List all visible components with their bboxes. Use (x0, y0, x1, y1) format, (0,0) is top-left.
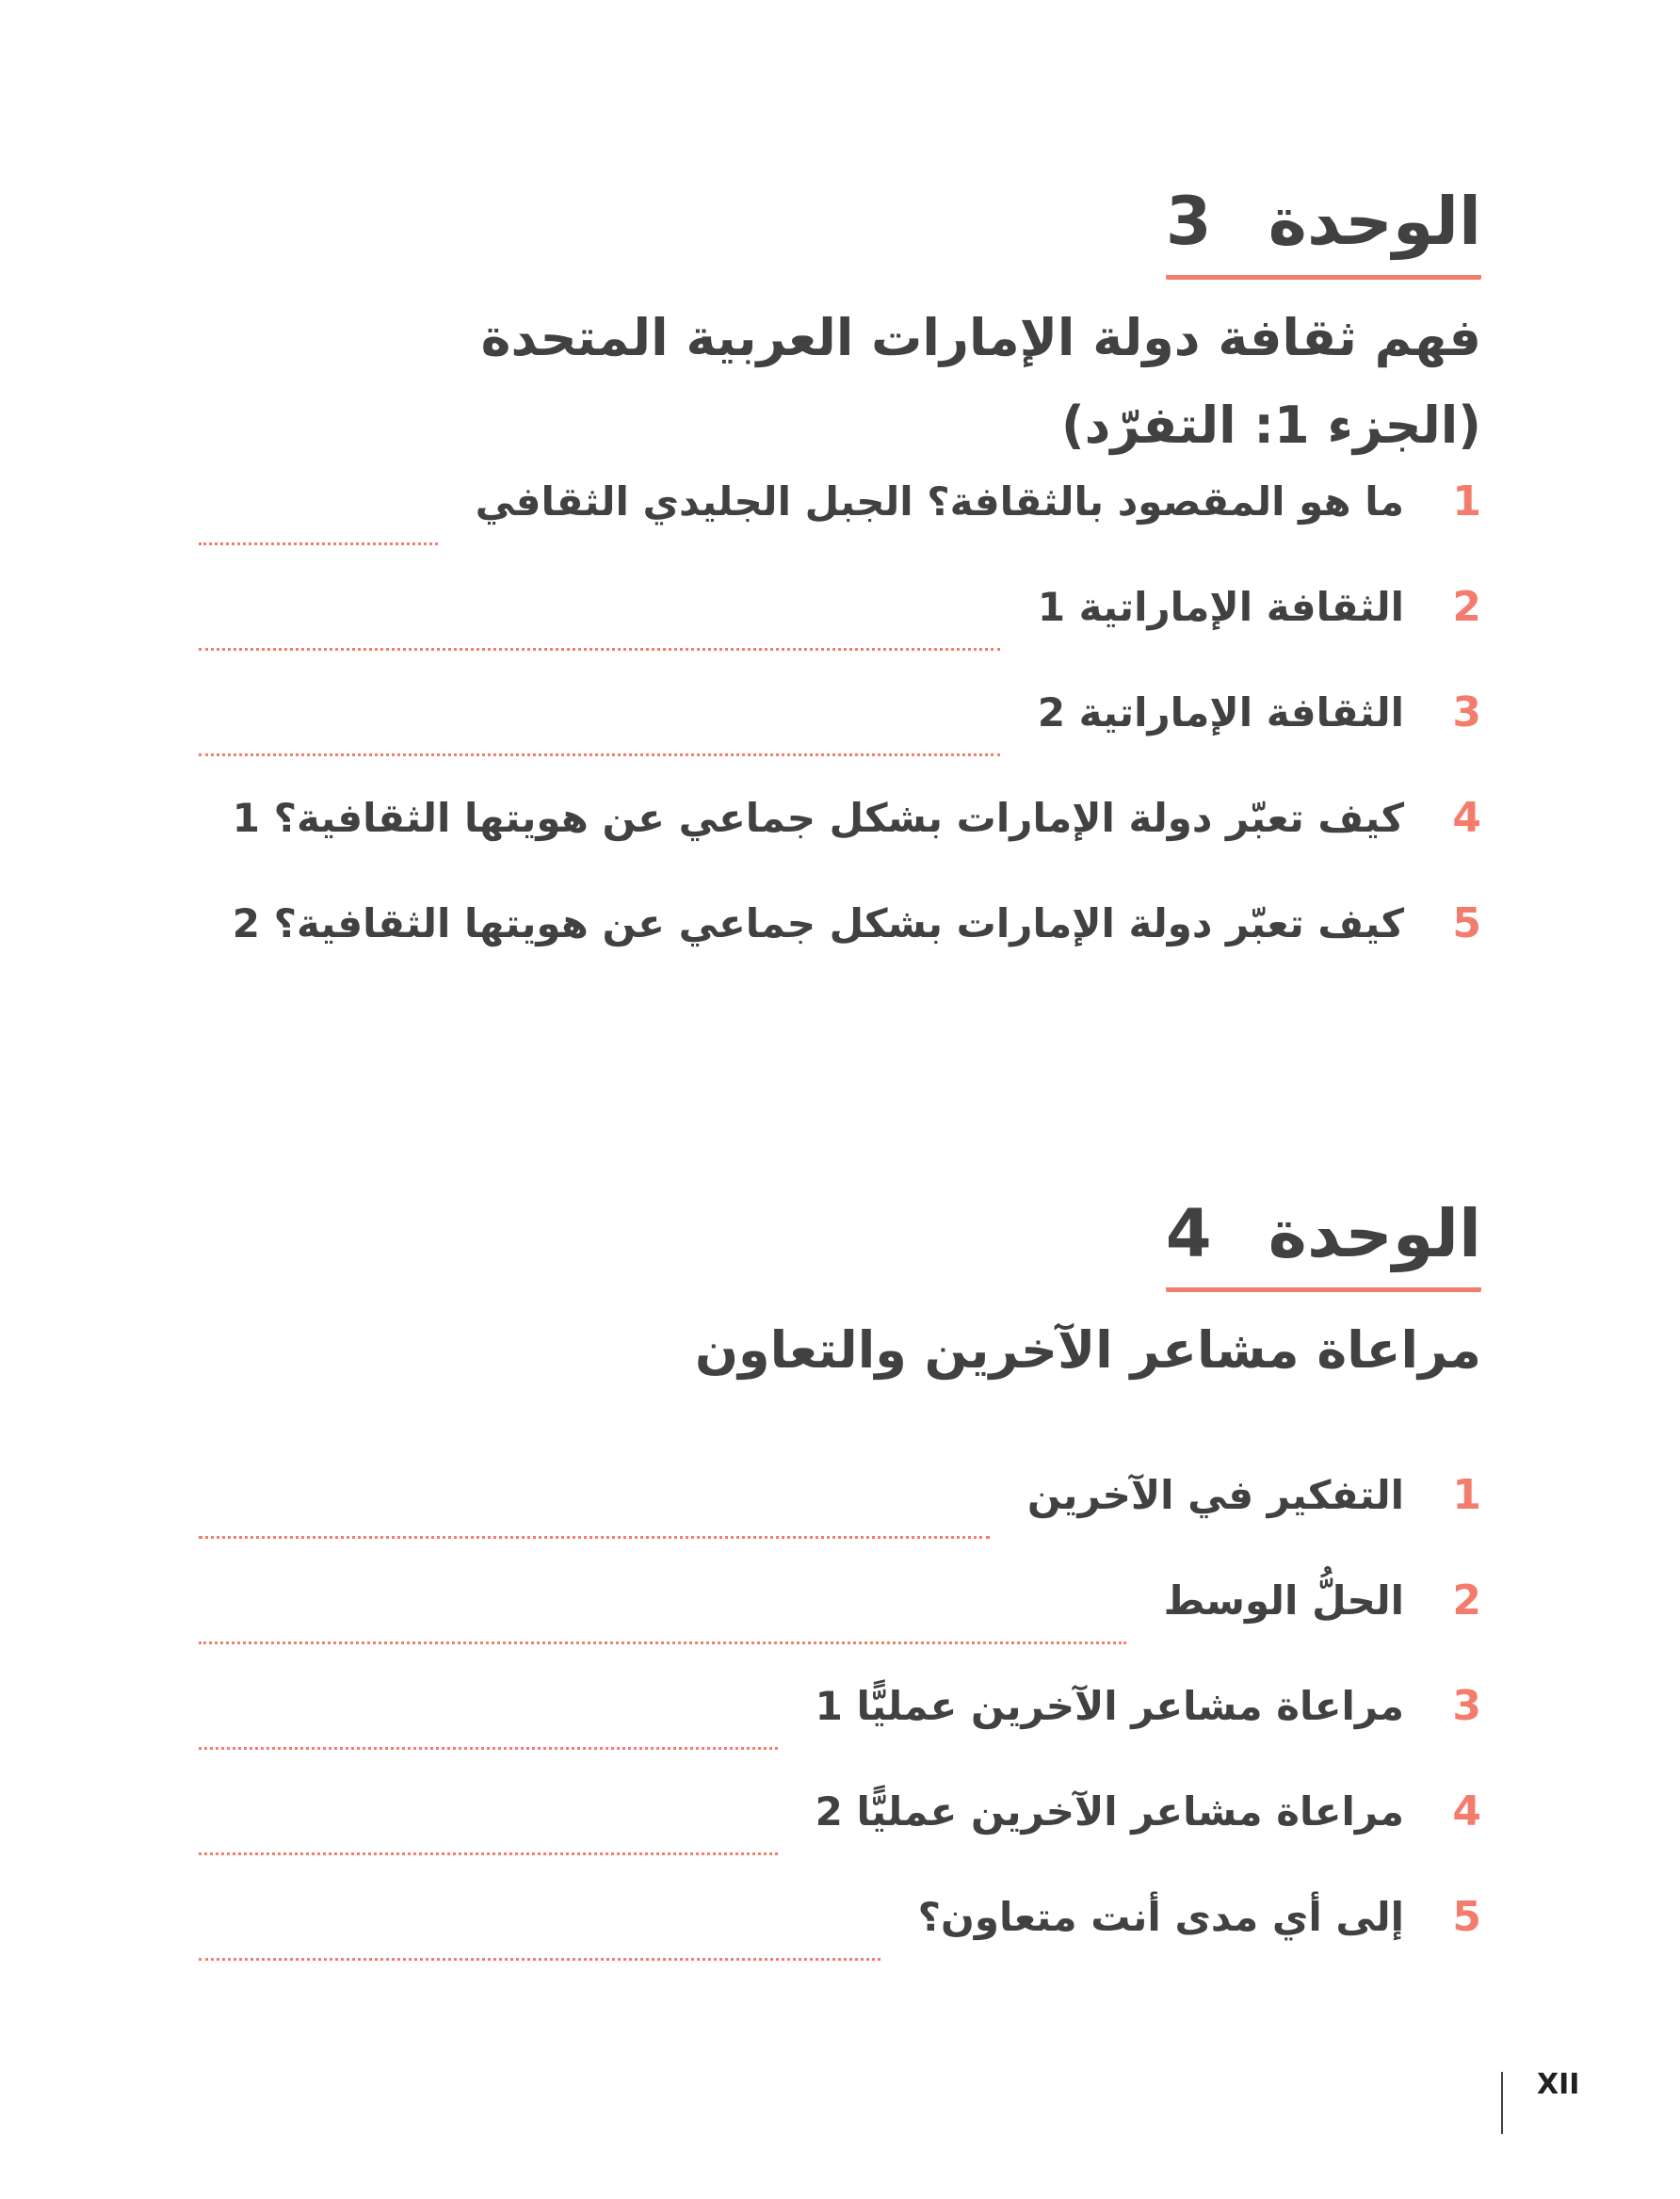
unit-label: الوحدة (1268, 183, 1481, 260)
item-number: 3 (1452, 1681, 1481, 1730)
unit-4-section (199, 1195, 1481, 1998)
item-title: مراعاة مشاعر الآخرين عمليًّا 2 (815, 1787, 1404, 1835)
unit-heading (1165, 1195, 1481, 1292)
dot-leader (199, 1852, 778, 1855)
toc-item[interactable] (199, 794, 1481, 899)
dot-leader (199, 1958, 880, 1961)
item-number: 5 (1452, 1892, 1481, 1941)
item-number: 1 (1452, 477, 1481, 525)
dot-leader (199, 1641, 1126, 1644)
unit-3-section (199, 183, 1481, 1005)
unit-title: مراعاة مشاعر الآخرين والتعاون (694, 1320, 1481, 1380)
item-title: مراعاة مشاعر الآخرين عمليًّا 1 (815, 1682, 1404, 1729)
item-number: 3 (1452, 687, 1481, 736)
dot-leader (199, 1536, 990, 1539)
dot-leader (199, 542, 438, 545)
toc-item[interactable] (199, 899, 1481, 1005)
item-number: 4 (1452, 1787, 1481, 1835)
item-title: إلى أي مدى أنت متعاون؟ (917, 1893, 1404, 1940)
toc-item[interactable] (199, 1471, 1481, 1576)
unit-label: الوحدة (1268, 1195, 1481, 1272)
toc-item[interactable] (199, 1682, 1481, 1787)
unit-number: 3 (1165, 183, 1212, 260)
page-number: XII (1537, 2068, 1580, 2101)
item-number: 4 (1452, 793, 1481, 842)
toc-item[interactable] (199, 1576, 1481, 1682)
item-title: التفكير في الآخرين (1026, 1471, 1404, 1518)
unit-subtitle: (الجزء 1: التفرّد) (1060, 395, 1481, 455)
unit-heading (1165, 183, 1481, 280)
item-title: الثقافة الإماراتية 1 (1037, 583, 1404, 630)
unit-number: 4 (1165, 1195, 1212, 1272)
item-title: الحلُّ الوسط (1163, 1576, 1404, 1624)
toc-item[interactable] (199, 583, 1481, 688)
item-title: الثقافة الإماراتية 2 (1037, 688, 1404, 736)
item-number: 2 (1452, 582, 1481, 631)
dot-leader (199, 648, 1000, 651)
dot-leader (199, 1747, 778, 1750)
item-number: 2 (1452, 1576, 1481, 1625)
dot-leader (199, 753, 1000, 756)
item-title: كيف تعبّر دولة الإمارات بشكل جماعي عن هويتها الثقافية؟ 1 (232, 794, 1404, 841)
page-number-divider (1501, 2072, 1503, 2134)
toc-item[interactable] (199, 1893, 1481, 1998)
toc-item[interactable] (199, 1787, 1481, 1893)
item-title: كيف تعبّر دولة الإمارات بشكل جماعي عن هويتها الثقافية؟ 2 (232, 899, 1404, 946)
item-number: 1 (1452, 1470, 1481, 1519)
toc-item[interactable] (199, 688, 1481, 794)
item-title: ما هو المقصود بالثقافة؟ الجبل الجليدي الثقافي (475, 477, 1404, 525)
item-number: 5 (1452, 898, 1481, 947)
toc-item[interactable] (199, 477, 1481, 583)
unit-title: فهم ثقافة دولة الإمارات العربية المتحدة (480, 308, 1481, 367)
